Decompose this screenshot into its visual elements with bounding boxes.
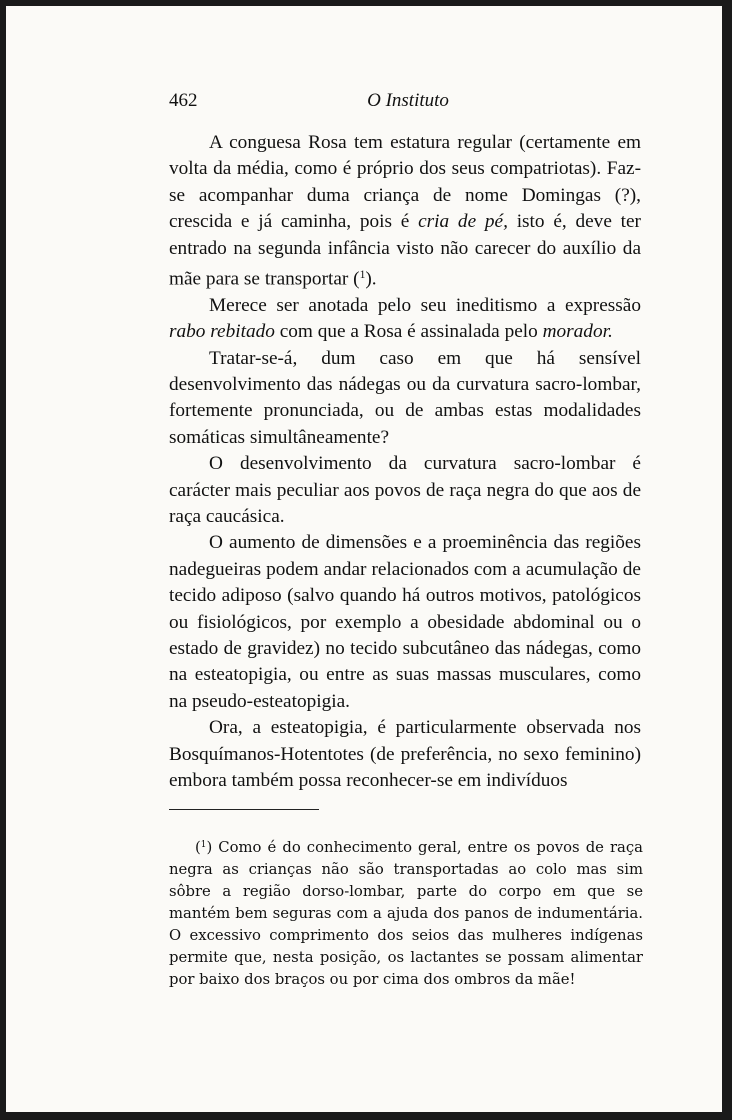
footnote-reference: 1 [359, 268, 366, 282]
footnote [169, 834, 643, 991]
paragraph-1-italic: cria de pé, [418, 211, 508, 233]
paragraph-2-text-2: com que a Rosa é assinalada pelo [274, 321, 543, 343]
paragraph-2 [169, 293, 641, 346]
page-number: 462 [169, 90, 198, 111]
paragraph-1-text: A conguesa Rosa tem estatura regular (certamente em volta da média, como é próprio dos seus compatriotas). Faz-se acompanhar duma criança de nome Domingas (?), crescida e já caminha, pois é [169, 132, 641, 233]
page-header [169, 90, 647, 120]
paragraph-2-text: Merece ser anotada pelo seu ineditismo a expressão [209, 294, 641, 316]
paragraph-6: Ora, a esteatopigia, é particularmente observada nos Bosquímanos-Hotentotes (de preferência, no sexo feminino) embora também possa reconhecer-se em indivíduos [169, 717, 641, 792]
paragraph-1-text-2: isto é, deve ter entrado na segunda infância visto não carecer do auxílio da mãe para se transportar ( [169, 211, 641, 290]
paragraph-1-text-3: ). [365, 268, 377, 290]
paragraph-2-italic-1: rabo rebitado [169, 321, 275, 343]
body-text [169, 130, 641, 795]
paragraph-3: Tratar-se-á, dum caso em que há sensível desenvolvimento das nádegas ou da curvatura sacro-lombar, fortemente pronunciada, ou de ambas estas modalidades somáticas simultâneamente? [169, 347, 641, 448]
paragraph-5: O aumento de dimensões e a proeminência das regiões nadegueiras podem andar relacionados com a acumulação de tecido adiposo (salvo quando há outros motivos, patológicos ou fisiológicos, por exemplo a obesidade abdominal ou o estado de gravidez) no tecido subcutâneo das nádegas, como na esteatopigia, ou entre as suas massas musculares, como na pseudo-esteatopigia. [169, 532, 641, 712]
paragraph-4: O desenvolvimento da curvatura sacro-lombar é carácter mais peculiar aos povos de raça negra do que aos de raça caucásica. [169, 453, 641, 528]
paragraph-1 [169, 130, 641, 293]
footnote-divider [169, 809, 319, 810]
footnote-text: Como é do conhecimento geral, entre os povos de raça negra as crianças não são transportadas ao colo mas sim sôbre a região dorso-lombar, parte do corpo em que se mantém bem seguras com a ajuda dos panos de indumentária. O excessivo comprimento dos seios das mulheres indígenas permite que, nesta posição, os lactantes se possam alimentar por baixo dos braços ou por cima dos ombros da mãe! [169, 838, 643, 988]
footnote-paragraph: ($^1$) Como é do conhecimento geral, entre os povos de raça negra as crianças não são transportadas ao colo mas sim sôbre a região dorso-lombar, parte do corpo em que se mantém bem seguras com a ajuda dos panos de indumentária. O excessivo comprimento dos seios das mulheres indígenas permite que, nesta posição, os lactantes se possam alimentar por baixo dos braços ou por cima dos ombros da mãe! [169, 838, 643, 988]
book-page [6, 6, 722, 1112]
footnote-mark: 1 [200, 840, 207, 850]
running-title: O Instituto [367, 90, 449, 111]
paragraph-2-italic-2: morador. [542, 321, 613, 343]
